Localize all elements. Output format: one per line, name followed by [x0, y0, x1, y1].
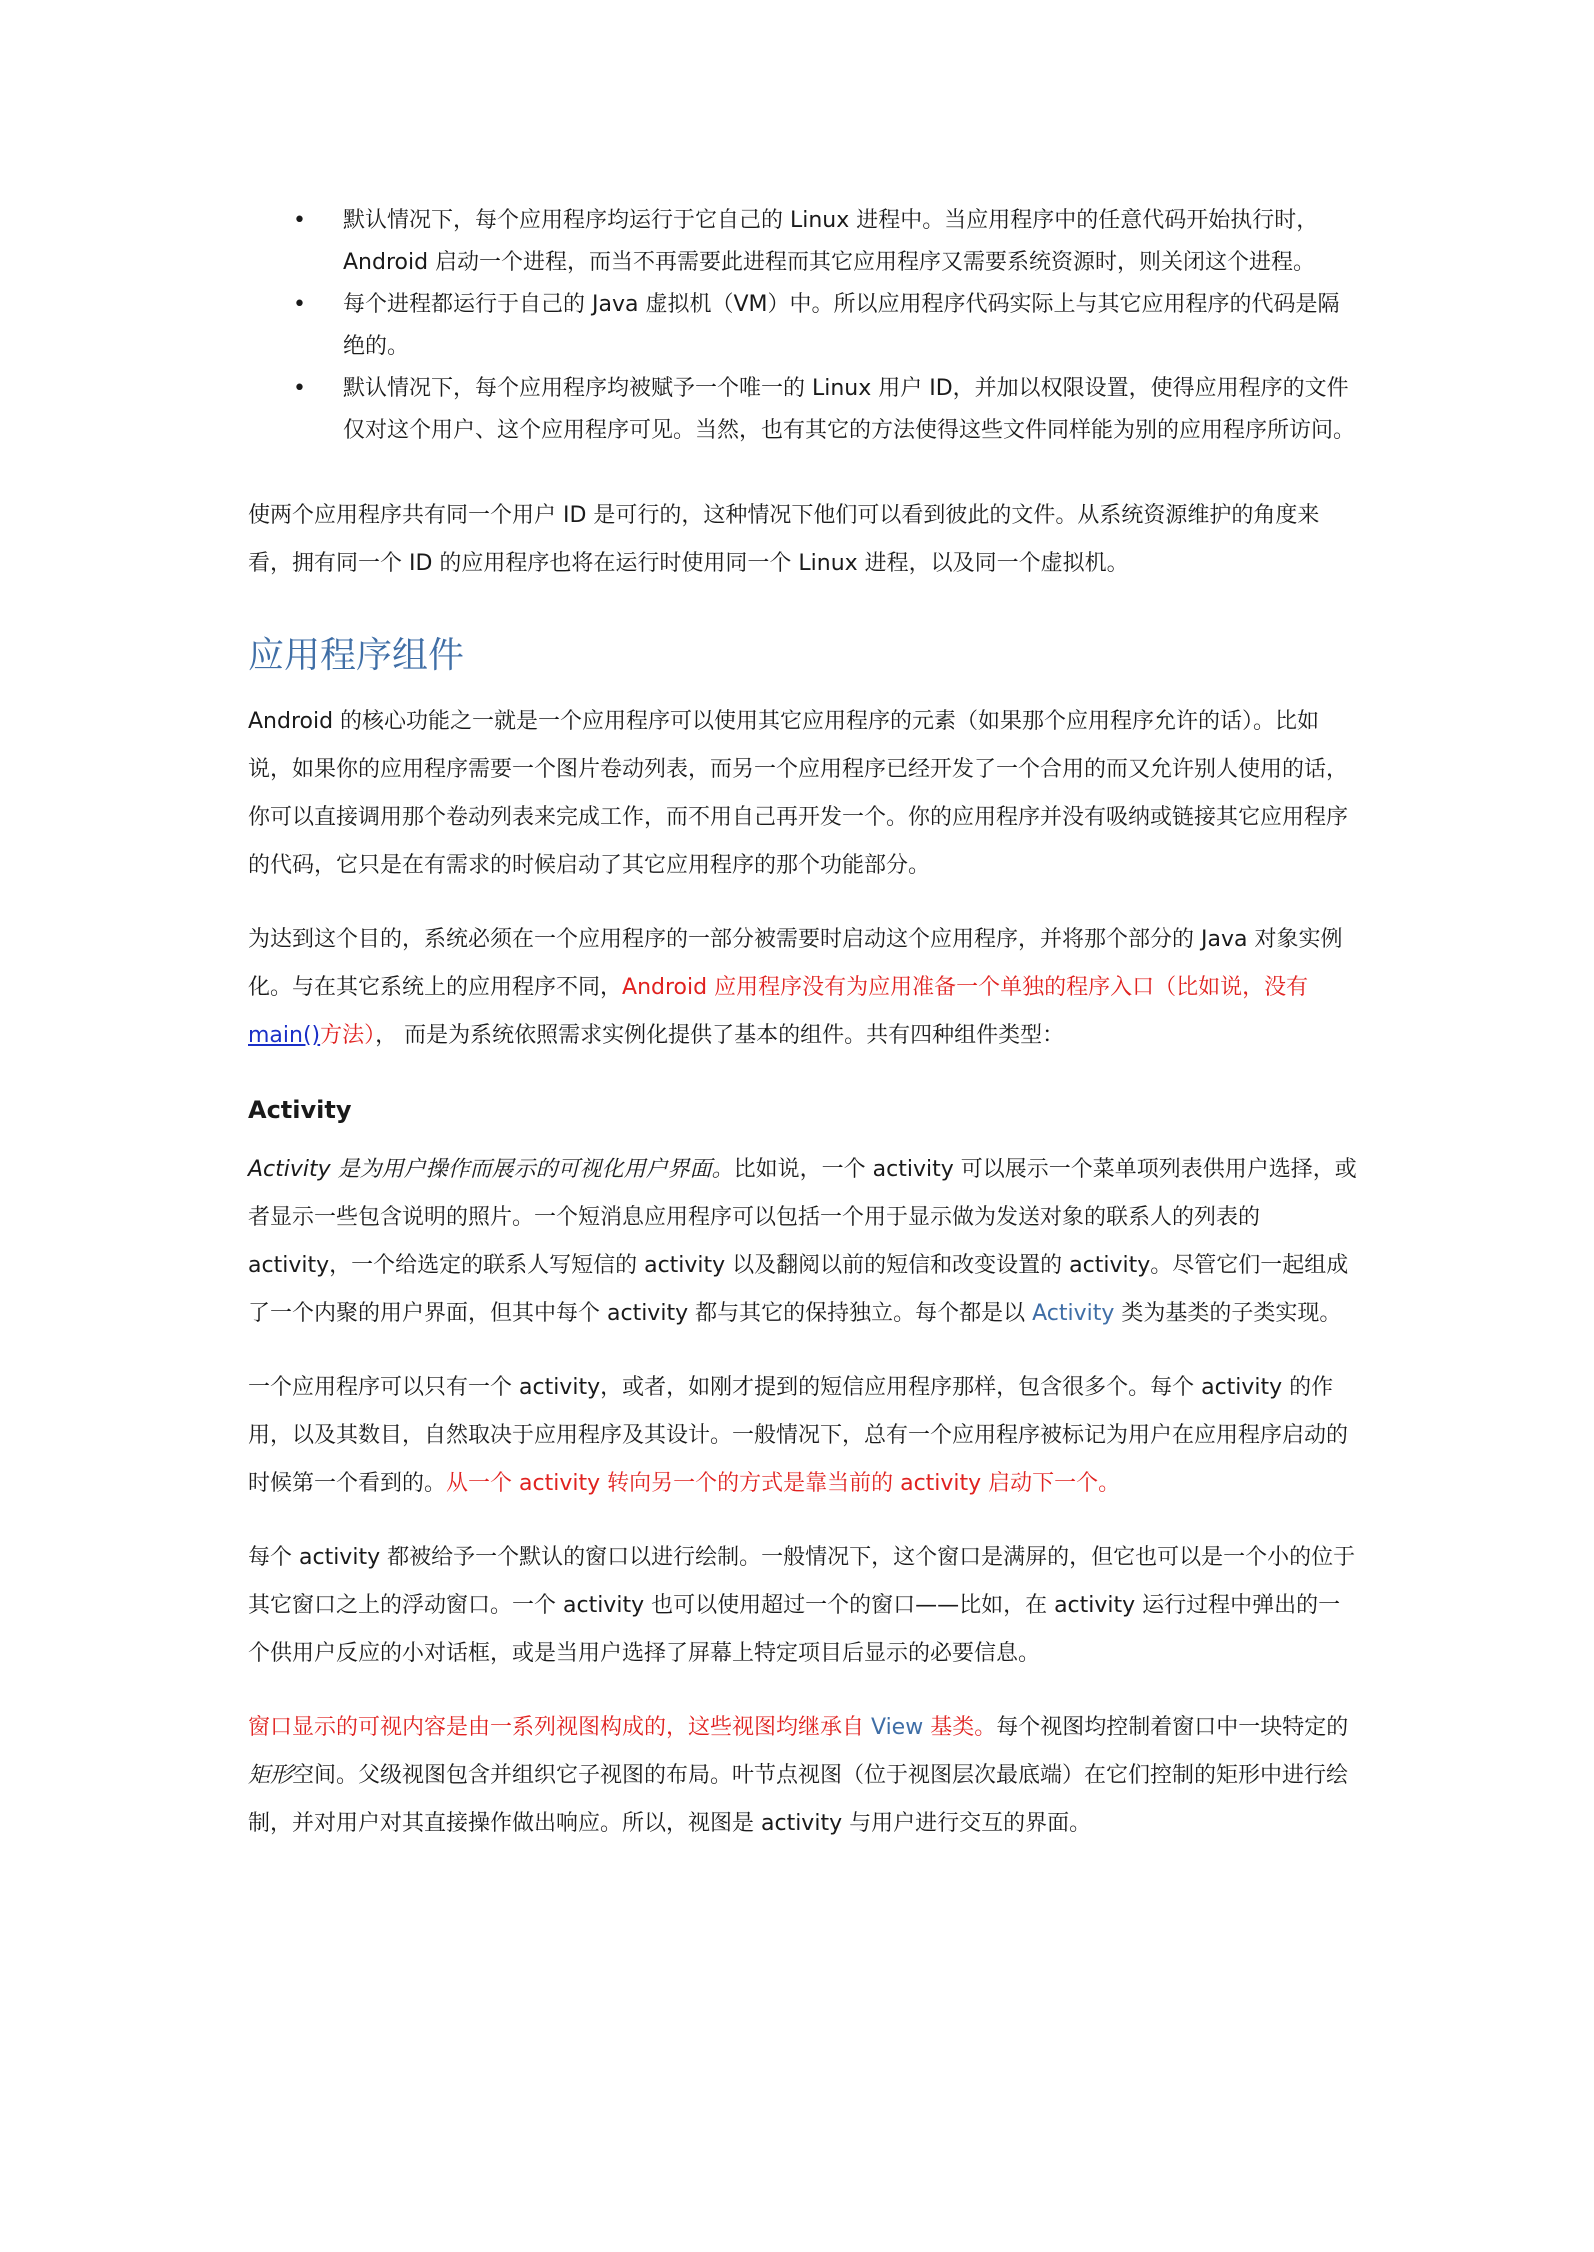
view-paragraph: [248, 1704, 1358, 1848]
view-italic-word: 矩形: [248, 1763, 293, 1788]
purpose-highlight-tail: 方法）: [320, 1023, 376, 1048]
activity-count-highlight: 从一个 activity 转向另一个的方式是靠当前的 activity 启动下一个。: [446, 1471, 1121, 1496]
bullet-icon: •: [293, 376, 306, 401]
list-item: [248, 200, 1358, 284]
activity-count-paragraph: [248, 1364, 1358, 1508]
view-text: 每个视图均控制着窗口中一块特定的: [996, 1715, 1349, 1740]
section-heading: 应用程序组件: [248, 635, 465, 676]
activity-heading: Activity: [248, 1096, 352, 1124]
main-method-link[interactable]: main(): [248, 1023, 321, 1048]
view-highlight-tail: 基类。: [923, 1715, 997, 1740]
purpose-highlight: Android 应用程序没有为应用准备一个单独的程序入口（比如说，没有: [622, 975, 1309, 1000]
view-highlight: 窗口显示的可视内容是由一系列视图构成的，这些视图均继承自: [248, 1715, 871, 1740]
activity-count-text: 一个应用程序可以只有一个 activity，或者，如刚才提到的短信应用程序那样，包含很多个。每个 activity 的作用，以及其数目，自然取决于应用程序及其设计。一般情况下，总有一个应用程序被标记为用户在应用程序启动的时候第一个看到的。: [248, 1375, 1349, 1496]
core-function-paragraph: Android 的核心功能之一就是一个应用程序可以使用其它应用程序的元素（如果那个应用程序允许的话）。比如说，如果你的应用程序需要一个图片卷动列表，而另一个应用程序已经开发了一个合用的而又允许别人使用的话，你可以直接调用那个卷动列表来完成工作，而不用自己再开发一个。你的应用程序并没有吸纳或链接其它应用程序的代码，它只是在有需求的时候启动了其它应用程序的那个功能部分。: [248, 709, 1349, 878]
activity-text: 比如说，一个 activity 可以展示一个菜单项列表供用户选择，或者显示一些包含说明的照片。一个短消息应用程序可以包括一个用于显示做为发送对象的联系人的列表的 activity，一个给选定的联系人写短信的 activity 以及翻阅以前的短信和改变设置的 activity。尽管它们一起组成了一个内聚的用户界面，但其中每个 activity 都与其它的保持独立。每个都是以: [248, 1157, 1357, 1326]
list-item-text: 每个进程都运行于自己的 Java 虚拟机（VM）中。所以应用程序代码实际上与其它应用程序的代码是隔绝的。: [343, 292, 1340, 359]
view-text-tail: 空间。父级视图包含并组织它子视图的布局。叶节点视图（位于视图层次最底端）在它们控制的矩形中进行绘制，并对用户对其直接操作做出响应。所以，视图是 activity 与用户进行交互的界面。: [248, 1763, 1349, 1836]
shared-user-id-paragraph: 使两个应用程序共有同一个用户 ID 是可行的，这种情况下他们可以看到彼此的文件。从系统资源维护的角度来看，拥有同一个 ID 的应用程序也将在运行时使用同一个 Linux 进程，以及同一个虚拟机。: [248, 503, 1320, 576]
activity-paragraph: [248, 1146, 1358, 1338]
window-paragraph: 每个 activity 都被给予一个默认的窗口以进行绘制。一般情况下，这个窗口是满屏的，但它也可以是一个小的位于其它窗口之上的浮动窗口。一个 activity 也可以使用超过一个的窗口——比如，在 activity 运行过程中弹出的一个供用户反应的小对话框，或是当用户选择了屏幕上特定项目后显示的必要信息。: [248, 1545, 1356, 1666]
list-item: [248, 284, 1358, 368]
bullet-icon: •: [293, 208, 306, 233]
purpose-text-tail: ， 而是为系统依照需求实例化提供了基本的组件。共有四种组件类型：: [375, 1023, 1065, 1048]
list-item-text: 默认情况下，每个应用程序均运行于它自己的 Linux 进程中。当应用程序中的任意代码开始执行时，Android 启动一个进程，而当不再需要此进程而其它应用程序又需要系统资源时，则关闭这个进程。: [343, 208, 1319, 275]
process-bullet-list: [248, 200, 1358, 452]
purpose-text: 为达到这个目的，系统必须在一个应用程序的一部分被需要时启动这个应用程序，并将那个部分的 Java 对象实例化。与在其它系统上的应用程序不同，: [248, 927, 1343, 1000]
activity-text-tail: 类为基类的子类实现。: [1114, 1301, 1342, 1326]
list-item: [248, 368, 1358, 452]
list-item-text: 默认情况下，每个应用程序均被赋予一个唯一的 Linux 用户 ID，并加以权限设置，使得应用程序的文件仅对这个用户、这个应用程序可见。当然，也有其它的方法使得这些文件同样能为别的应用程序所访问。: [343, 376, 1356, 443]
activity-class-name: Activity: [1032, 1301, 1115, 1326]
document-page: [248, 200, 1358, 1848]
view-class-name: View: [871, 1715, 924, 1740]
purpose-paragraph: [248, 916, 1358, 1060]
activity-definition: Activity 是为用户操作而展示的可视化用户界面。: [248, 1157, 734, 1182]
bullet-icon: •: [293, 292, 306, 317]
